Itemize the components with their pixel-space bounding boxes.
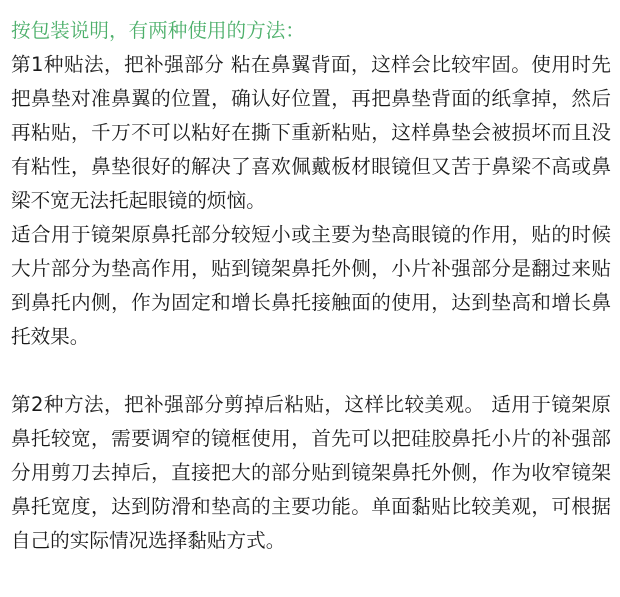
instructions-heading: 按包装说明，有两种使用的方法：: [11, 19, 305, 42]
paragraph-spacer: [11, 354, 611, 388]
instructions-document: [11, 14, 611, 558]
method-1-usage-paragraph: 适合用于镜架原鼻托部分较短小或主要为垫高眼镜的作用，贴的时候大片部分为垫高作用，贴到镜架鼻托外侧，小片补强部分是翻过来贴到鼻托内侧，作为固定和增长鼻托接触面的使用，达到垫高和增长鼻托效果。: [11, 223, 611, 348]
method-1-paragraph: 第1种贴法，把补强部分 粘在鼻翼背面，这样会比较牢固。使用时先把鼻垫对准鼻翼的位置，确认好位置，再把鼻垫背面的纸拿掉，然后再粘贴，千万不可以粘好在撕下重新粘贴，这样鼻垫会被损坏而且没有粘性，鼻垫很好的解决了喜欢佩戴板材眼镜但又苦于鼻梁不高或鼻梁不宽无法托起眼镜的烦恼。: [11, 53, 611, 212]
method-2-paragraph: 第2种方法，把补强部分剪掉后粘贴，这样比较美观。 适用于镜架原鼻托较宽，需要调窄的镜框使用，首先可以把硅胶鼻托小片的补强部分用剪刀去掉后，直接把大的部分贴到镜架鼻托外侧，作为收窄镜架鼻托宽度，达到防滑和垫高的主要功能。单面黏贴比较美观，可根据自己的实际情况选择黏贴方式。: [11, 393, 611, 552]
